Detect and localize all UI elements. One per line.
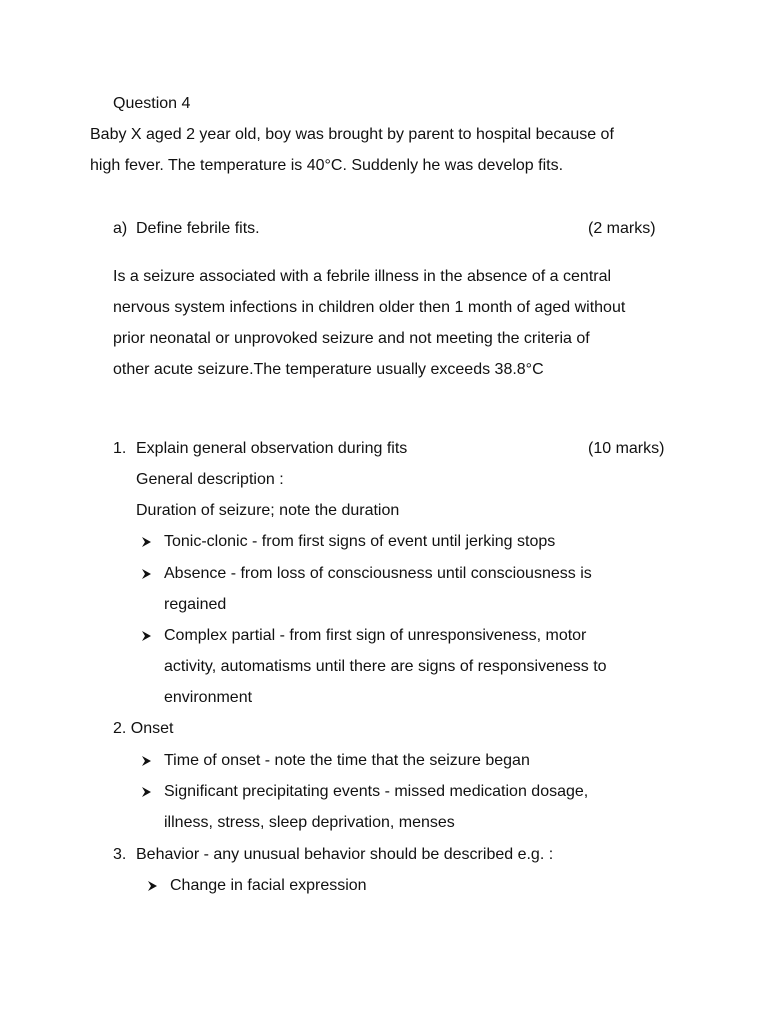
part-a-prompt: Define febrile fits. (136, 220, 260, 237)
duration-line: Duration of seizure; note the duration (136, 502, 400, 519)
part-a-marks: (2 marks) (588, 220, 656, 237)
part-1-prompt: Explain general observation during fits (136, 440, 408, 457)
bullet-text: Change in facial expression (170, 877, 367, 894)
part-a-answer-line: other acute seizure.The temperature usually exceeds 38.8°C (113, 361, 544, 378)
arrowhead-bullet-icon (140, 751, 154, 771)
arrowhead-bullet-icon (140, 564, 154, 584)
bullet-text: Time of onset - note the time that the seizure began (164, 752, 530, 769)
question-intro-line: Baby X aged 2 year old, boy was brought by parent to hospital because of (90, 126, 614, 143)
bullet-text: Complex partial - from first sign of unresponsiveness, motor (164, 627, 587, 644)
arrowhead-bullet-icon (140, 782, 154, 802)
part-a-label: a) (113, 220, 128, 237)
bullet-text: Absence - from loss of consciousness until consciousness is (164, 565, 592, 582)
general-description-heading: General description : (136, 471, 284, 488)
behavior-label: 3. (113, 846, 127, 863)
question-title: Question 4 (113, 95, 191, 112)
part-a-answer-line: prior neonatal or unprovoked seizure and not meeting the criteria of (113, 330, 590, 347)
part-a-answer-line: nervous system infections in children older then 1 month of aged without (113, 299, 626, 316)
bullet-text: activity, automatisms until there are signs of responsiveness to (164, 658, 607, 675)
behavior-heading: Behavior - any unusual behavior should be described e.g. : (136, 846, 554, 863)
bullet-text: regained (164, 596, 227, 613)
bullet-text: Significant precipitating events - missed medication dosage, (164, 783, 589, 800)
part-1-marks: (10 marks) (588, 440, 665, 457)
bullet-text: Tonic-clonic - from first signs of event until jerking stops (164, 533, 556, 550)
arrowhead-bullet-icon (140, 532, 154, 552)
bullet-text: environment (164, 689, 253, 706)
onset-heading: 2. Onset (113, 720, 174, 737)
arrowhead-bullet-icon (140, 626, 154, 646)
arrowhead-bullet-icon (146, 876, 160, 896)
part-a-answer-line: Is a seizure associated with a febrile illness in the absence of a central (113, 268, 612, 285)
question-intro-line: high fever. The temperature is 40°C. Suddenly he was develop fits. (90, 157, 564, 174)
bullet-text: illness, stress, sleep deprivation, menses (164, 814, 455, 831)
part-1-label: 1. (113, 440, 127, 457)
